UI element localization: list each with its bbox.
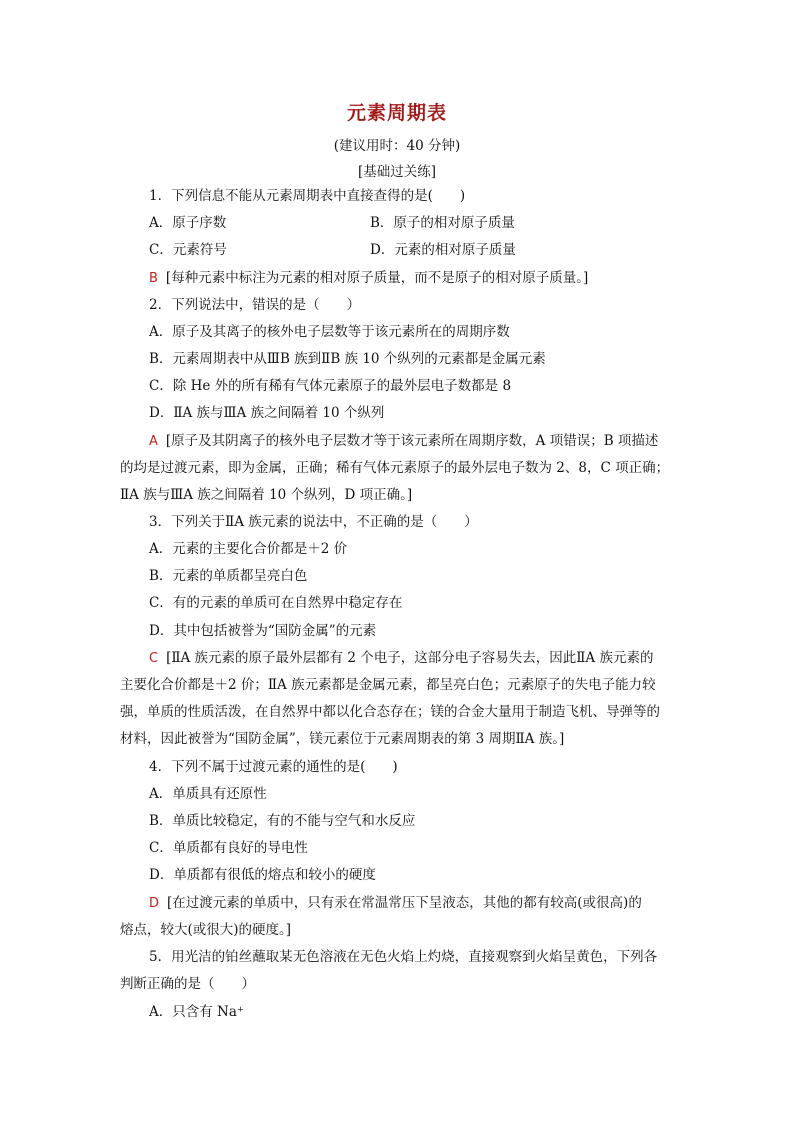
q2-stem: 2．下列说法中，错误的是（ ）: [149, 297, 361, 313]
q3-explanation-1: C [ⅡA 族元素的原子最外层都有 2 个电子，这部分电子容易失去，因此ⅡA 族元素的: [149, 650, 654, 666]
q3-option-b: B．元素的单质都呈亮白色: [149, 568, 308, 584]
q2-option-a: A．原子及其离子的核外电子层数等于该元素所在的周期序数: [149, 324, 510, 340]
section-heading: [基础过关练]: [357, 164, 437, 180]
q4-option-d: D．单质都有很低的熔点和较小的硬度: [149, 867, 376, 883]
q3-option-c: C．有的元素的单质可在自然界中稳定存在: [149, 595, 403, 611]
q2-explanation-2: 的均是过渡元素，即为金属，正确；稀有气体元素原子的最外层电子数为 2、8，C 项正确；: [120, 460, 670, 476]
q1-explanation: B [每种元素中标注为元素的相对原子质量，而不是原子的相对原子质量。]: [149, 270, 589, 286]
q3-answer: C: [149, 651, 159, 666]
q2-explanation-1: A [原子及其阴离子的核外电子层数才等于该元素所在周期序数，A 项错误；B 项描述: [149, 433, 659, 449]
q3-explanation-4: 材料，因此被誉为“国防金属”，镁元素位于元素周期表的第 3 周期ⅡA 族。]: [120, 731, 565, 747]
q2-answer: A: [149, 434, 158, 449]
q3-option-a: A．元素的主要化合价都是＋2 价: [149, 541, 348, 557]
q4-explanation-1: D [在过渡元素的单质中，只有汞在常温常压下呈液态，其他的都有较高(或很高)的: [149, 895, 642, 911]
subtitle-time: (建议用时：40 分钟): [333, 138, 461, 154]
q2-explanation-3: ⅡA 族与ⅢA 族之间隔着 10 个纵列，D 项正确。]: [120, 487, 413, 503]
q3-stem: 3．下列关于ⅡA 族元素的说法中，不正确的是（ ）: [149, 514, 478, 530]
q1-option-b: B．原子的相对原子质量: [370, 215, 515, 231]
q5-option-a: A．只含有 Na⁺: [149, 1004, 245, 1020]
q2-option-c: C．除 He 外的所有稀有气体元素原子的最外层电子数都是 8: [149, 378, 512, 394]
q4-option-a: A．单质具有还原性: [149, 786, 267, 802]
q2-option-b: B．元素周期表中从ⅢB 族到ⅡB 族 10 个纵列的元素都是金属元素: [149, 351, 546, 367]
q1-answer: B: [149, 271, 158, 286]
page-title: 元素周期表: [346, 102, 447, 124]
q1-option-d: D．元素的相对原子质量: [370, 242, 516, 258]
q5-stem-1: 5．用光洁的铂丝蘸取某无色溶液在无色火焰上灼烧，直接观察到火焰呈黄色，下列各: [149, 949, 658, 965]
q5-stem-2: 判断正确的是（ ）: [120, 976, 255, 992]
q3-option-d: D．其中包括被誉为“国防金属”的元素: [149, 623, 377, 639]
q2-option-d: D．ⅡA 族与ⅢA 族之间隔着 10 个纵列: [149, 405, 385, 421]
q4-option-c: C．单质都有良好的导电性: [149, 840, 308, 856]
q4-explanation-2: 熔点，较大(或很大)的硬度。]: [120, 922, 292, 938]
q4-stem: 4．下列不属于过渡元素的通性的是( ): [149, 759, 398, 775]
q1-option-a: A．原子序数: [149, 215, 227, 231]
q3-explanation-3: 强，单质的性质活泼，在自然界中都以化合态存在；镁的合金大量用于制造飞机、导弹等的: [120, 704, 660, 720]
q4-option-b: B．单质比较稳定，有的不能与空气和水反应: [149, 813, 416, 829]
q1-option-c: C．元素符号: [149, 242, 227, 258]
q4-answer: D: [149, 896, 160, 911]
q3-explanation-2: 主要化合价都是＋2 价；ⅡA 族元素都是金属元素，都呈亮白色；元素原子的失电子能力较: [120, 677, 656, 693]
q1-stem: 1．下列信息不能从元素周期表中直接查得的是( ): [149, 188, 466, 204]
